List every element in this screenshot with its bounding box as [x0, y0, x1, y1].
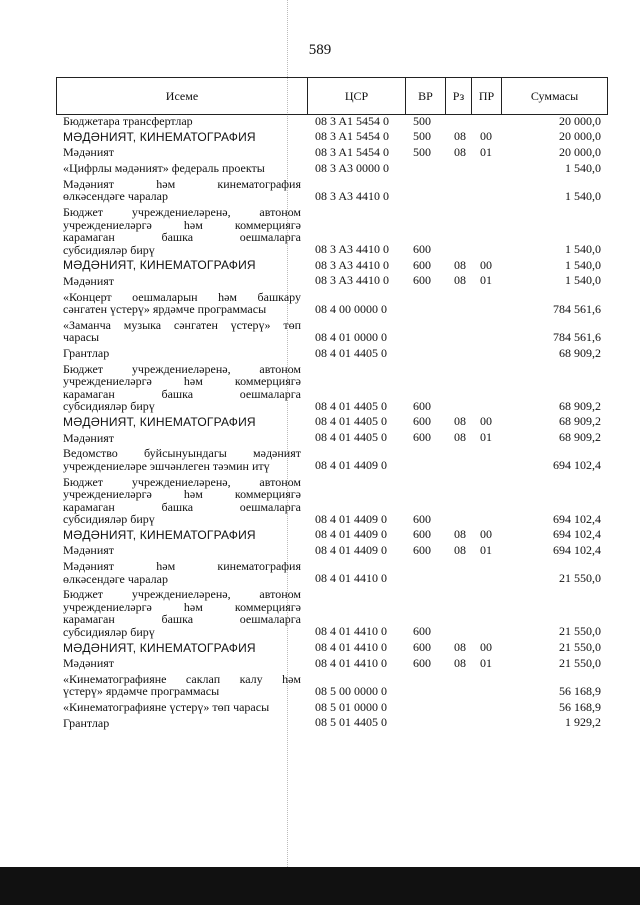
row-name: [63, 131, 301, 144]
table-row: [0, 259, 640, 272]
row-name-line: учреждениеләргә һәм коммерциягә: [63, 217, 301, 232]
row-name-line: Мәдәният: [63, 656, 115, 671]
row-name-line: «Концерт оешмаларын һәм башкару: [63, 289, 301, 304]
row-sum: 21 550,0: [559, 571, 601, 586]
row-rz: 08: [454, 144, 466, 159]
row-name-line: чарасы: [63, 330, 100, 345]
row-vr: 600: [413, 511, 431, 526]
row-csr: 08 3 A1 5454 0: [315, 144, 390, 159]
table-row: [0, 178, 640, 203]
table-row: [0, 416, 640, 429]
row-name-line: Мәдәният: [63, 273, 115, 288]
row-vr: 600: [413, 527, 431, 542]
row-name-line: учреждениеләргә һәм коммерциягә: [63, 599, 301, 614]
row-name: [63, 432, 301, 445]
row-sum: 68 909,2: [559, 345, 601, 360]
row-vr: 600: [413, 640, 431, 654]
row-csr: 08 3 A1 5454 0: [315, 129, 390, 144]
row-name-line: МӘДӘНИЯТ, КИНЕМАТОГРАФИЯ: [63, 129, 256, 144]
row-vr: 600: [413, 257, 431, 272]
row-name-line: Мәдәният: [63, 430, 115, 445]
row-name: [63, 447, 301, 472]
row-name: [63, 146, 301, 159]
row-pr: 01: [480, 273, 492, 288]
row-name-line: субсидияләр бирү: [63, 624, 155, 639]
row-pr: 00: [480, 527, 492, 542]
row-vr: 600: [413, 655, 431, 670]
row-name-line: Мәдәният: [63, 543, 115, 558]
row-name: [63, 642, 301, 655]
row-csr: 08 4 01 4410 0: [315, 571, 387, 586]
row-sum: 694 102,4: [553, 458, 601, 473]
header-pr: ПР: [471, 78, 501, 114]
row-name: [63, 363, 301, 413]
row-sum: 1 540,0: [565, 257, 601, 272]
table-row: [0, 642, 640, 655]
row-vr: 500: [413, 144, 431, 159]
row-csr: 08 4 01 4409 0: [315, 542, 387, 557]
table-row: [0, 291, 640, 316]
table-row: [0, 162, 640, 175]
row-vr: 600: [413, 398, 431, 413]
table-row: [0, 146, 640, 159]
row-name-line: карамаган башка оешмаларга: [63, 386, 301, 401]
row-name-line: учреждениеләргә һәм коммерциягә: [63, 374, 301, 389]
row-sum: 694 102,4: [553, 527, 601, 542]
row-name: [63, 544, 301, 557]
row-name-line: «Кинематографияне үстерү» төп чарасы: [63, 700, 270, 715]
row-pr: 00: [480, 129, 492, 144]
row-csr: 08 4 01 4410 0: [315, 640, 387, 654]
row-csr: 08 4 01 4409 0: [315, 511, 387, 526]
row-vr: 500: [413, 113, 431, 128]
row-name: [63, 476, 301, 526]
row-name-line: субсидияләр бирү: [63, 512, 155, 526]
row-vr: 600: [413, 273, 431, 288]
table-row: [0, 544, 640, 557]
row-csr: 08 3 A3 4410 0: [315, 257, 390, 272]
table-row: [0, 717, 640, 730]
row-name: [63, 115, 301, 128]
row-rz: 08: [454, 129, 466, 144]
row-csr: 08 4 01 4405 0: [315, 345, 387, 360]
row-csr: 08 4 01 4409 0: [315, 458, 387, 473]
row-name-line: карамаган башка оешмаларга: [63, 612, 301, 627]
row-pr: 01: [480, 144, 492, 159]
row-sum: 68 909,2: [559, 414, 601, 429]
row-vr: 600: [413, 414, 431, 429]
page-number: 589: [308, 42, 332, 58]
table-row: [0, 476, 640, 526]
header-vr: ВР: [405, 78, 445, 114]
row-csr: 08 4 01 4410 0: [315, 655, 387, 670]
row-name: [63, 673, 301, 698]
row-sum: 1 540,0: [565, 242, 601, 256]
row-pr: 00: [480, 640, 492, 654]
row-sum: 56 168,9: [559, 699, 601, 714]
table-header: [56, 77, 608, 115]
row-pr: 00: [480, 414, 492, 429]
row-name: [63, 178, 301, 203]
table-row: [0, 560, 640, 585]
row-name-line: субсидияләр бирү: [63, 242, 155, 257]
row-sum: 1 540,0: [565, 160, 601, 175]
row-sum: 56 168,9: [559, 683, 601, 698]
row-pr: 01: [480, 655, 492, 670]
row-csr: 08 5 01 4405 0: [315, 715, 387, 730]
row-name: [63, 259, 301, 272]
row-csr: 08 3 A1 5454 0: [315, 113, 390, 128]
row-sum: 20 000,0: [559, 129, 601, 144]
row-pr: 00: [480, 257, 492, 272]
row-sum: 784 561,6: [553, 301, 601, 316]
table-row: [0, 673, 640, 698]
row-name-line: «Цифрлы мәдәният» федераль проекты: [63, 161, 265, 176]
row-rz: 08: [454, 655, 466, 670]
row-name-line: Мәдәният: [63, 145, 115, 160]
row-csr: 08 4 00 0000 0: [315, 301, 387, 316]
row-name-line: карамаган башка оешмаларга: [63, 230, 301, 244]
row-rz: 08: [454, 273, 466, 288]
row-pr: 01: [480, 542, 492, 557]
row-name-line: МӘДӘНИЯТ, КИНЕМАТОГРАФИЯ: [63, 258, 256, 273]
row-name-line: Бюджет учреждениеләренә, автоном: [63, 474, 301, 489]
row-name: [63, 319, 301, 344]
row-vr: 600: [413, 542, 431, 557]
row-name: [63, 347, 301, 360]
row-sum: 784 561,6: [553, 329, 601, 344]
row-sum: 1 929,2: [565, 715, 601, 730]
row-csr: 08 4 01 4405 0: [315, 430, 387, 445]
table-row: [0, 131, 640, 144]
row-name: [63, 701, 301, 714]
scan-bottom-edge: [0, 867, 640, 905]
row-name-line: сәнгатен үстерү» ярдәмче программасы: [63, 302, 267, 317]
table-row: [0, 701, 640, 714]
row-name-line: МӘДӘНИЯТ, КИНЕМАТОГРАФИЯ: [63, 414, 256, 429]
table-row: [0, 275, 640, 288]
row-name-line: карамаган башка оешмаларга: [63, 499, 301, 514]
row-name-line: өлкәсендәге чаралар: [63, 571, 168, 586]
row-name-line: Грантлар: [63, 346, 110, 360]
row-name-line: Мәдәният һәм кинематография: [63, 176, 301, 191]
table-row: [0, 363, 640, 413]
row-name-line: субсидияләр бирү: [63, 399, 155, 414]
table-row: [0, 588, 640, 638]
row-vr: 600: [413, 624, 431, 639]
row-rz: 08: [454, 640, 466, 654]
row-sum: 1 540,0: [565, 273, 601, 288]
row-csr: 08 3 A3 4410 0: [315, 273, 390, 288]
header-csr: ЦСР: [307, 78, 405, 114]
table-row: [0, 115, 640, 128]
row-name: [63, 529, 301, 542]
row-csr: 08 5 01 0000 0: [315, 699, 387, 714]
row-sum: 20 000,0: [559, 113, 601, 128]
row-rz: 08: [454, 414, 466, 429]
row-name: [63, 657, 301, 670]
row-csr: 08 3 A3 0000 0: [315, 160, 390, 175]
row-name: [63, 717, 301, 730]
row-name-line: Бюджет учреждениеләренә, автоном: [63, 361, 301, 376]
table-row: [0, 347, 640, 360]
row-name: [63, 275, 301, 288]
row-name-line: МӘДӘНИЯТ, КИНЕМАТОГРАФИЯ: [63, 527, 256, 542]
row-csr: 08 3 A3 4410 0: [315, 242, 390, 256]
row-name-line: учреждениеләре эшчәнлеген тәэмин итү: [63, 458, 270, 473]
row-name: [63, 206, 301, 256]
table-row: [0, 657, 640, 670]
table-row: [0, 319, 640, 344]
row-name-line: Грантлар: [63, 715, 110, 730]
row-sum: 20 000,0: [559, 144, 601, 159]
row-name-line: Мәдәният һәм кинематография: [63, 559, 301, 574]
row-name: [63, 588, 301, 638]
row-rz: 08: [454, 257, 466, 272]
row-csr: 08 4 01 4405 0: [315, 414, 387, 429]
row-vr: 500: [413, 129, 431, 144]
row-sum: 694 102,4: [553, 542, 601, 557]
table-row: [0, 529, 640, 542]
row-name-line: «Кинематографияне саклап калу һәм: [63, 671, 301, 686]
row-name-line: Бюджетара трансфертлар: [63, 114, 193, 128]
row-sum: 21 550,0: [559, 655, 601, 670]
row-name-line: Бюджет учреждениеләренә, автоном: [63, 205, 301, 219]
row-name-line: «Заманча музыка сәнгатен үстерү» төп: [63, 317, 301, 332]
row-sum: 68 909,2: [559, 398, 601, 413]
row-sum: 68 909,2: [559, 430, 601, 445]
row-sum: 694 102,4: [553, 511, 601, 526]
row-csr: 08 4 01 0000 0: [315, 329, 387, 344]
row-pr: 01: [480, 430, 492, 445]
row-sum: 21 550,0: [559, 640, 601, 654]
row-name-line: Бюджет учреждениеләренә, автоном: [63, 587, 301, 602]
row-name: [63, 291, 301, 316]
header-sum: Суммасы: [501, 78, 607, 114]
header-name: Исеме: [165, 89, 199, 103]
row-csr: 08 4 01 4409 0: [315, 527, 387, 542]
table-row: [0, 432, 640, 445]
row-vr: 600: [413, 430, 431, 445]
row-sum: 21 550,0: [559, 624, 601, 639]
row-csr: 08 4 01 4410 0: [315, 624, 387, 639]
row-csr: 08 3 A3 4410 0: [315, 188, 390, 203]
row-csr: 08 5 00 0000 0: [315, 683, 387, 698]
row-name-line: учреждениеләргә һәм коммерциягә: [63, 487, 301, 501]
row-name-line: үстерү» ярдәмче программасы: [63, 684, 220, 699]
row-csr: 08 4 01 4405 0: [315, 398, 387, 413]
row-name-line: өлкәсендәге чаралар: [63, 189, 168, 204]
row-name-line: Ведомство буйсынуындагы мәдәният: [63, 446, 301, 461]
header-rz: Рз: [445, 78, 471, 114]
row-name-line: МӘДӘНИЯТ, КИНЕМАТОГРАФИЯ: [63, 640, 256, 655]
row-name: [63, 416, 301, 429]
row-vr: 600: [413, 242, 431, 256]
row-sum: 1 540,0: [565, 188, 601, 203]
row-name: [63, 162, 301, 175]
row-rz: 08: [454, 430, 466, 445]
row-rz: 08: [454, 542, 466, 557]
table-row: [0, 206, 640, 256]
row-rz: 08: [454, 527, 466, 542]
row-name: [63, 560, 301, 585]
table-row: [0, 447, 640, 472]
